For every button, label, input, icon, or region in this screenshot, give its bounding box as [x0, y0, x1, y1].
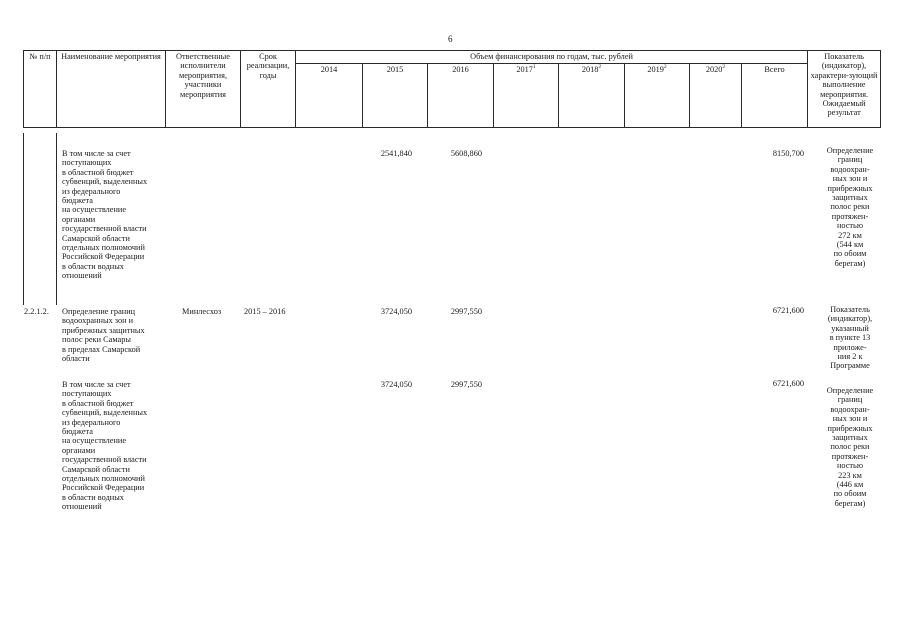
row-3-name: В том числе за счет поступающих в областной бюджет субвенций, выделенных из федерального бюджета на осуществление органами государственной власти Самарской области отдельных полномочий Российской Федерации в области водных отношений [62, 380, 148, 512]
row-1-indicator: Определение границ водоохран- ных зон и прибрежных защитных полос реки протяжен- ностью 272 км (544 км по обоим берегам) [826, 146, 874, 268]
header-funding: Объем финансирования по годам, тыс. рублей [296, 51, 808, 64]
funding-table-header [23, 50, 881, 128]
header-year-2014: 2014 [296, 64, 363, 128]
header-term: Срок реализации, годы [241, 51, 296, 128]
row-1-2016: 5608,860 [450, 149, 482, 158]
row-2-num: 2.2.1.2. [24, 307, 49, 316]
header-year-2018: 2018$^2$ [559, 64, 625, 128]
header-year-2015: 2015 [363, 64, 428, 128]
header-year-2020: 2020$^2$ [690, 64, 742, 128]
row-1-name: В том числе за счет поступающих в областной бюджет субвенций, выделенных из федерального бюджета на осуществление органами государственной власти Самарской области отдельных полномочий Российской Федерации в области водных отношений [62, 149, 148, 281]
row-border-left [23, 133, 24, 305]
header-num: № п/п [24, 51, 57, 128]
row-1-total: 8150,700 [772, 149, 804, 158]
header-name: Наименование мероприятия [57, 51, 166, 128]
header-year-2016: 2016 [428, 64, 494, 128]
row-2-2016: 2997,550 [450, 307, 482, 316]
header-indicator: Показатель (индикатор), характери-зующий выполнение мероприятия. Ожидаемый результат [808, 51, 881, 128]
row-2-2015: 3724,050 [380, 307, 412, 316]
row-2-indicator: Показатель (индикатор), указанный в пункте 13 приложе- ния 2 к Программе [827, 305, 873, 371]
row-2-name: Определение границ водоохранных зон и прибрежных защитных полос реки Самары в пределах Самарской области [62, 307, 145, 364]
row-3-2016: 2997,550 [450, 380, 482, 389]
header-year-2017: 2017$^1$ [494, 64, 559, 128]
row-2-total: 6721,600 [772, 306, 804, 315]
row-3-total: 6721,600 [772, 379, 804, 388]
row-2-executors: Минлесхоз [182, 307, 222, 316]
header-executors: Ответственные исполнители мероприятия, участники мероприятия [166, 51, 241, 128]
row-1-2015: 2541,840 [380, 149, 412, 158]
header-year-2019: 2019$^2$ [625, 64, 690, 128]
header-total: Всего [742, 64, 808, 128]
page-number: 6 [448, 34, 453, 44]
row-2-term: 2015 – 2016 [244, 307, 286, 316]
row-border-num [56, 133, 57, 305]
row-3-indicator: Определение границ водоохран- ных зон и прибрежных защитных полос реки протяжен- ностью 223 км (446 км по обоим берегам) [826, 386, 874, 508]
row-3-2015: 3724,050 [380, 380, 412, 389]
